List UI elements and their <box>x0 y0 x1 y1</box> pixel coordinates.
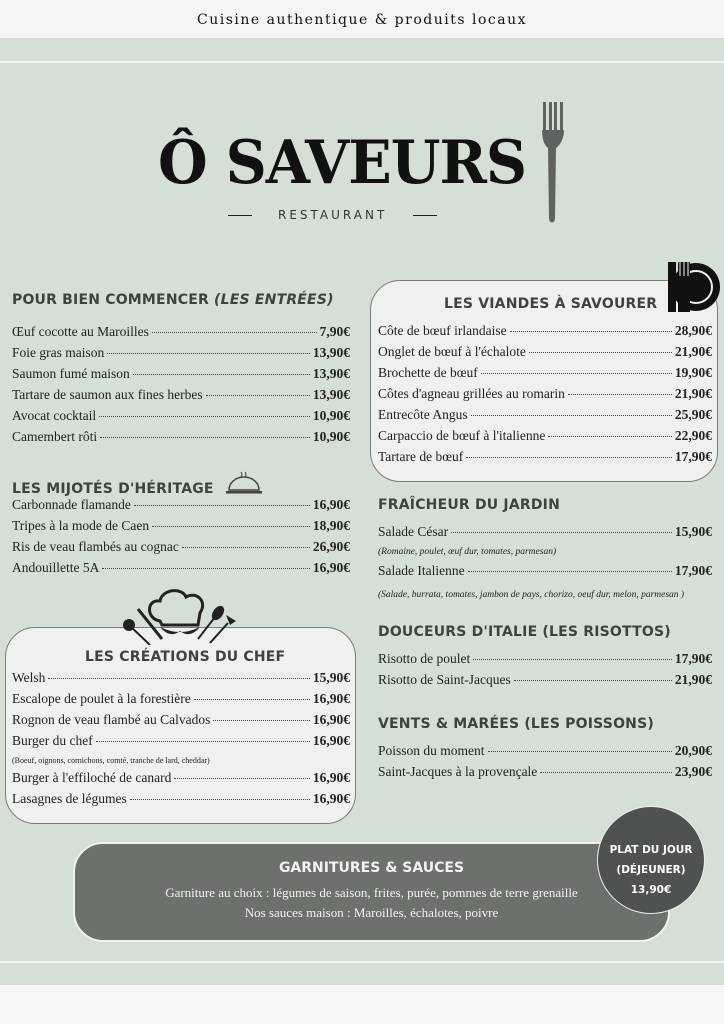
dot-leader <box>174 778 310 779</box>
item-price: 7,90€ <box>319 324 350 339</box>
dot-leader <box>100 437 310 438</box>
item-price: 20,90€ <box>674 743 712 758</box>
item-name: Carpaccio de bœuf à l'italienne <box>378 428 546 443</box>
item-price: 16,90€ <box>312 770 350 785</box>
plat-du-jour-badge <box>597 806 705 914</box>
section-title-jardin: FRAÎCHEUR DU JARDIN <box>378 497 560 513</box>
item-price: 16,90€ <box>312 733 350 748</box>
menu-item <box>12 770 350 791</box>
dot-leader <box>514 680 672 681</box>
dot-leader <box>568 394 672 395</box>
dot-leader <box>107 353 310 354</box>
menu-item <box>378 524 712 545</box>
menu-item <box>12 712 350 733</box>
dot-leader <box>96 741 310 742</box>
menu-item <box>378 563 712 584</box>
menu-item <box>12 408 350 429</box>
item-price: 16,90€ <box>312 791 350 806</box>
item-name: Saumon fumé maison <box>12 366 130 381</box>
dot-leader <box>134 505 310 506</box>
item-price: 17,90€ <box>674 449 712 464</box>
item-price: 22,90€ <box>674 428 712 443</box>
item-name: Carbonnade flamande <box>12 497 131 512</box>
dot-leader <box>466 457 672 458</box>
menu-item <box>378 449 712 470</box>
dot-leader <box>130 799 310 800</box>
fork-icon <box>540 102 566 228</box>
dot-leader <box>468 571 672 572</box>
menu-item <box>12 324 350 345</box>
item-price: 10,90€ <box>312 408 350 423</box>
item-name: Salade César <box>378 524 449 539</box>
header-band <box>0 38 724 61</box>
item-name: Burger à l'effiloché de canard <box>12 770 172 785</box>
dot-leader <box>473 659 672 660</box>
item-name: Tartare de saumon aux fines herbes <box>12 387 203 402</box>
mijotes-list <box>12 497 350 581</box>
menu-item <box>12 497 350 518</box>
item-price: 18,90€ <box>312 518 350 533</box>
item-price: 21,90€ <box>674 672 712 687</box>
item-name: Poisson du moment <box>378 743 485 758</box>
item-name: Welsh <box>12 670 46 685</box>
logo-subtitle: RESTAURANT <box>228 208 463 222</box>
menu-item <box>12 429 350 450</box>
dot-leader <box>206 395 310 396</box>
item-price: 13,90€ <box>312 366 350 381</box>
dot-leader <box>529 352 672 353</box>
restaurant-logo: Ô SAVEURS <box>158 128 527 198</box>
menu-item <box>12 539 350 560</box>
dot-leader <box>152 332 317 333</box>
plate-cutlery-icon <box>666 260 722 316</box>
chef-list <box>12 670 350 812</box>
item-price: 15,90€ <box>674 524 712 539</box>
item-name: Côte de bœuf irlandaise <box>378 323 507 338</box>
item-price: 13,90€ <box>312 345 350 360</box>
item-price: 16,90€ <box>312 691 350 706</box>
dot-leader <box>481 373 672 374</box>
dot-leader <box>48 678 309 679</box>
menu-item <box>12 733 350 754</box>
item-name: Tripes à la mode de Caen <box>12 518 150 533</box>
item-price: 19,90€ <box>674 365 712 380</box>
item-name: Burger du chef <box>12 733 93 748</box>
menu-item <box>378 365 712 386</box>
poissons-list <box>378 743 712 785</box>
plat-du-jour-sub: (DÉJEUNER) <box>616 864 686 876</box>
tagline: Cuisine authentique & produits locaux <box>0 0 724 38</box>
menu-item <box>12 560 350 581</box>
item-name: Œuf cocotte au Maroilles <box>12 324 149 339</box>
dot-leader <box>182 547 310 548</box>
garnitures-box <box>73 842 670 942</box>
plat-du-jour-label: PLAT DU JOUR <box>609 844 693 856</box>
menu-item <box>378 743 712 764</box>
item-description: (Boeuf, oignons, cornichons, comté, tranche de lard, cheddar) <box>12 756 210 765</box>
item-price: 17,90€ <box>674 563 712 578</box>
dot-leader <box>548 436 672 437</box>
item-price: 16,90€ <box>312 712 350 727</box>
menu-item <box>378 386 712 407</box>
item-price: 15,90€ <box>312 670 350 685</box>
menu-item <box>378 764 712 785</box>
cloche-icon <box>225 470 263 496</box>
sauces-line: Nos sauces maison : Maroilles, échalotes, poivre <box>244 905 499 920</box>
garnitures-line: Garniture au choix : légumes de saison, frites, purée, pommes de terre grenaille <box>165 885 578 900</box>
item-price: 16,90€ <box>312 497 350 512</box>
menu-item <box>378 344 712 365</box>
plat-du-jour-price: 13,90€ <box>630 884 672 896</box>
menu-item <box>12 387 350 408</box>
dot-leader <box>99 416 310 417</box>
item-name: Risotto de Saint-Jacques <box>378 672 511 687</box>
section-title-viandes: LES VIANDES À SAVOURER <box>444 296 658 312</box>
dot-leader <box>510 331 672 332</box>
garnitures-title: GARNITURES & SAUCES <box>278 860 465 876</box>
item-name: Risotto de poulet <box>378 651 471 666</box>
item-description: (Salade, burrata, tomates, jambon de pays, chorizo, oeuf dur, melon, parmesan ) <box>378 590 685 600</box>
item-price: 17,90€ <box>674 651 712 666</box>
item-name: Camembert rôti <box>12 429 98 444</box>
section-title-chef: LES CRÉATIONS DU CHEF <box>85 649 286 665</box>
jardin-list <box>378 524 712 620</box>
item-name: Avocat cocktail <box>12 408 97 423</box>
item-name: Lasagnes de légumes <box>12 791 127 806</box>
item-price: 21,90€ <box>674 386 712 401</box>
dot-leader <box>540 772 672 773</box>
menu-item <box>12 670 350 691</box>
dot-leader <box>194 699 310 700</box>
item-name: Côtes d'agneau grillées au romarin <box>378 386 565 401</box>
dot-leader <box>451 532 672 533</box>
dot-leader <box>213 720 310 721</box>
item-price: 13,90€ <box>312 387 350 402</box>
entrees-list <box>12 324 350 450</box>
item-name: Brochette de bœuf <box>378 365 478 380</box>
section-title-entrees: POUR BIEN COMMENCER (LES ENTRÉES) <box>12 292 334 308</box>
risottos-list <box>378 651 712 693</box>
item-name: Onglet de bœuf à l'échalote <box>378 344 526 359</box>
item-name: Foie gras maison <box>12 345 105 360</box>
menu-item <box>12 345 350 366</box>
menu-item <box>378 672 712 693</box>
menu-item <box>12 366 350 387</box>
menu-item <box>378 407 712 428</box>
chef-hat-icon <box>120 583 242 645</box>
menu-item <box>12 691 350 712</box>
item-name: Ris de veau flambés au cognac <box>12 539 179 554</box>
item-price: 16,90€ <box>312 560 350 575</box>
section-title-mijotes: LES MIJOTÉS D'HÉRITAGE <box>12 470 263 497</box>
item-name: Rognon de veau flambé au Calvados <box>12 712 211 727</box>
menu-item <box>12 791 350 812</box>
dot-leader <box>471 415 672 416</box>
item-price: 28,90€ <box>674 323 712 338</box>
item-name: Salade Italienne <box>378 563 465 578</box>
footer-band <box>0 963 724 985</box>
menu-item <box>378 323 712 344</box>
dot-leader <box>488 751 672 752</box>
menu-item <box>378 428 712 449</box>
viandes-list <box>378 323 712 470</box>
item-description: (Romaine, poulet, œuf dur, tomates, parmesan) <box>378 547 557 557</box>
dot-leader <box>133 374 310 375</box>
item-price: 26,90€ <box>312 539 350 554</box>
item-name: Andouillette 5A <box>12 560 100 575</box>
item-price: 25,90€ <box>674 407 712 422</box>
item-name: Escalope de poulet à la forestière <box>12 691 191 706</box>
menu-item <box>12 518 350 539</box>
section-title-poissons: VENTS & MARÉES (LES POISSONS) <box>378 716 654 732</box>
menu-item <box>378 651 712 672</box>
dot-leader <box>152 526 310 527</box>
section-title-risottos: DOUCEURS D'ITALIE (LES RISOTTOS) <box>378 624 671 640</box>
item-name: Saint-Jacques à la provençale <box>378 764 538 779</box>
item-price: 23,90€ <box>674 764 712 779</box>
dot-leader <box>102 568 310 569</box>
item-name: Tartare de bœuf <box>378 449 464 464</box>
item-price: 10,90€ <box>312 429 350 444</box>
item-name: Entrecôte Angus <box>378 407 468 422</box>
item-price: 21,90€ <box>674 344 712 359</box>
